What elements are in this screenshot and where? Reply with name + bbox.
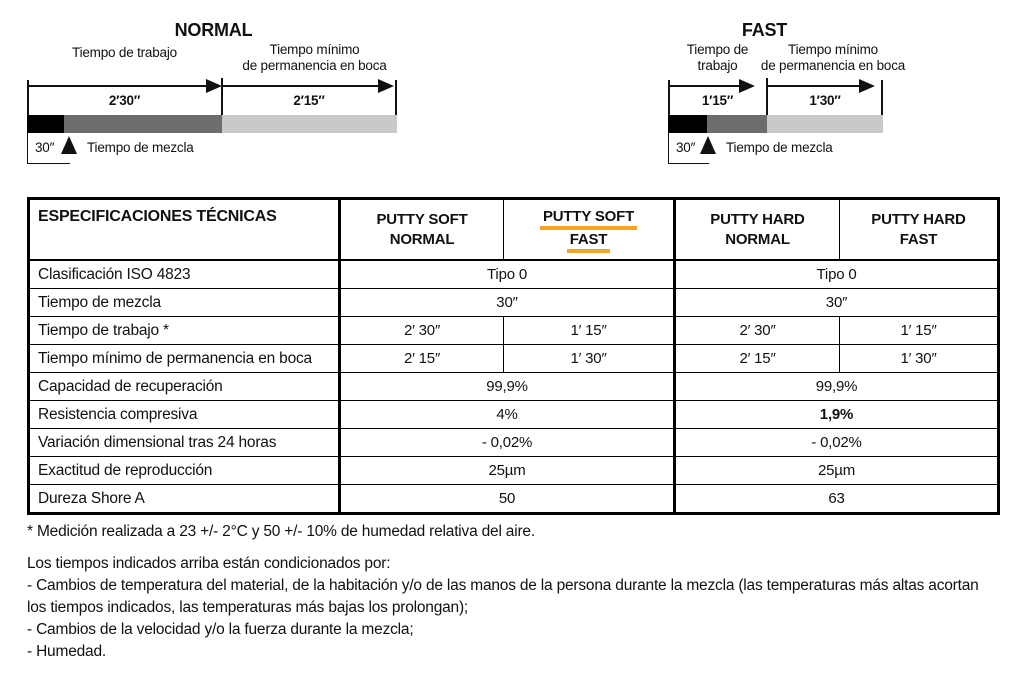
mix-time-label: Tiempo de mezcla [726,140,833,155]
note-item: - Humedad. [27,643,106,660]
table-row [29,429,999,457]
cell-value: 2′ 15″ [675,345,840,373]
cell-value: 1′ 30″ [504,345,675,373]
cell-value: Tipo 0 [340,260,675,289]
mix-time-value: 30″ [676,140,696,155]
mix-time-bar-segment [668,115,707,133]
note-item: - Cambios de temperatura del material, de la habitación y/o de las manos de la persona durante la mezcla (las temperaturas más altas acortan los tiempos indicados, las temperaturas más bajas los prolongan); [27,577,979,616]
arrow-right-icon [206,79,222,93]
mouth-time-value: 1′30″ [809,93,841,108]
arrow-up-icon [61,136,77,154]
measurement-footnote: * Medición realizada a 23 +/- 2°C y 50 +/- 10% de humedad relativa del aire. [27,523,535,540]
arrow-right-icon [739,79,755,93]
diagram-title-normal: NORMAL [174,20,253,40]
cell-value: 1′ 15″ [504,317,675,345]
cell-value: 25µm [340,457,675,485]
cell-value: 1′ 15″ [840,317,999,345]
column-header-putty-hard-fast: PUTTY HARD FAST [840,199,999,261]
mouth-time-label: Tiempo mínimo de permanencia en boca [242,42,387,73]
timing-diagram-fast [668,12,906,177]
cell-value: - 0,02% [340,429,675,457]
cell-value: 63 [675,485,999,514]
cell-value: 2′ 30″ [340,317,504,345]
highlighted-label: FAST [567,231,611,253]
mouth-time-arrow-line [222,85,379,87]
working-time-arrow-line [27,85,207,87]
cell-value: 2′ 30″ [675,317,840,345]
cell-value: 2′ 15″ [340,345,504,373]
working-time-label: Tiempo de trabajo [686,42,749,73]
row-label: Capacidad de recuperación [29,373,340,401]
table-row [29,401,999,429]
cell-value: 30″ [340,289,675,317]
table-row [29,345,999,373]
mix-time-label: Tiempo de mezcla [87,140,194,155]
arrow-right-icon [378,79,394,93]
arrow-up-icon [700,136,716,154]
row-label: Tiempo de mezcla [29,289,340,317]
table-row [29,289,999,317]
cell-value: 99,9% [340,373,675,401]
cell-value: 4% [340,401,675,429]
mouth-time-value: 2′15″ [293,93,325,108]
row-label: Clasificación ISO 4823 [29,260,340,289]
note-item: - Cambios de la velocidad y/o la fuerza durante la mezcla; [27,621,414,638]
cell-value: - 0,02% [675,429,999,457]
mouth-time-bar-segment [222,115,397,133]
mix-time-bar-segment [27,115,64,133]
timing-diagram-normal [27,12,400,177]
spec-table [27,197,1000,515]
row-label: Exactitud de reproducción [29,457,340,485]
cell-value: 25µm [675,457,999,485]
conditions-notes [27,553,987,663]
table-title: ESPECIFICACIONES TÉCNICAS [29,199,340,261]
row-label: Dureza Shore A [29,485,340,514]
row-label: Tiempo de trabajo * [29,317,340,345]
diagram-title-fast: FAST [741,20,788,40]
table-header-row [29,199,999,261]
column-header-putty-hard-normal: PUTTY HARD NORMAL [675,199,840,261]
table-row [29,485,999,514]
working-time-bar-segment [707,115,767,133]
column-header-putty-soft-fast [504,199,675,261]
notes-intro: Los tiempos indicados arriba están condicionados por: [27,555,391,572]
row-label: Variación dimensional tras 24 horas [29,429,340,457]
highlighted-label: PUTTY SOFT [540,208,637,230]
mix-time-value: 30″ [35,140,55,155]
working-time-value: 2′30″ [108,93,141,108]
row-label: Tiempo mínimo de permanencia en boca [29,345,340,373]
cell-value: Tipo 0 [675,260,999,289]
arrow-right-icon [859,79,875,93]
mouth-time-label: Tiempo mínimo de permanencia en boca [760,42,906,73]
mouth-time-bar-segment [767,115,883,133]
cell-value: 99,9% [675,373,999,401]
row-label: Resistencia compresiva [29,401,340,429]
cell-value: 1′ 30″ [840,345,999,373]
working-time-bar-segment [64,115,222,133]
mouth-time-arrow-line [767,85,860,87]
cell-value: 50 [340,485,675,514]
working-time-value: 1′15″ [701,93,734,108]
table-row [29,317,999,345]
cell-value: 1,9% [675,401,999,429]
column-header-putty-soft-normal: PUTTY SOFT NORMAL [340,199,504,261]
working-time-label: Tiempo de trabajo [72,45,177,60]
table-row [29,260,999,289]
table-row [29,457,999,485]
table-row [29,373,999,401]
cell-value: 30″ [675,289,999,317]
working-time-arrow-line [668,85,740,87]
